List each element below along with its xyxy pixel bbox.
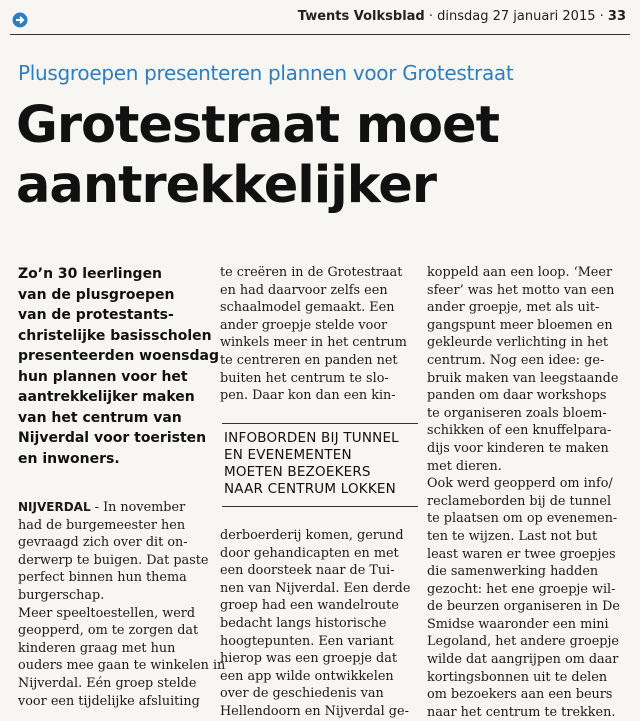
intro-line: van het centrum van (18, 409, 182, 426)
body-line: ten te wijzen. Last not but (427, 528, 598, 544)
body-line: dijs voor kinderen te maken (427, 440, 609, 456)
body-line: groep had een wandelroute (220, 598, 399, 614)
pull-quote (222, 423, 418, 507)
body-line: koppeld aan een loop. ‘Meer (427, 265, 613, 280)
pull-quote-line: EN EVENEMENTEN (224, 447, 352, 463)
body-line: te creëren in de Grotestraat (220, 265, 403, 280)
pull-quote-line: MOETEN BEZOEKERS (224, 464, 371, 480)
body-line: voor een tijdelijke afsluiting (18, 693, 200, 709)
body-line: om bezoekers aan een beurs (427, 687, 613, 703)
column-3 (427, 264, 627, 721)
body-line: nen van Nijverdal. Een derde (220, 580, 411, 596)
intro-line: presenteerden woensdag (18, 348, 219, 364)
body-line: bedacht langs historische (220, 615, 387, 631)
body-line: te plaatsen om op evenemen- (427, 511, 618, 527)
body-line: een doorsteek naar de Tui- (220, 563, 395, 579)
body-line (18, 499, 198, 517)
body-line: least waren er twee groepjes (427, 546, 616, 562)
body-line: panden om daar workshops (427, 388, 607, 404)
body-line: te organiseren zoals bloem- (427, 405, 607, 421)
body-line: hoogtepunten. Een variant (220, 633, 394, 649)
page-header (0, 0, 640, 34)
body-line: die samenwerking hadden (427, 564, 599, 580)
header-divider (10, 34, 630, 35)
body-line: gangspunt meer bloemen en (427, 317, 613, 333)
body-line: met dieren. (427, 458, 502, 474)
intro-line: van de plusgroepen (18, 286, 175, 303)
body-line: Hellendoorn en Nijverdal ge- (220, 703, 409, 719)
headline-line: Grotestraat moet (16, 96, 500, 155)
column-2-top (220, 264, 415, 405)
body-line: wilde dat aangrijpen om daar (427, 652, 619, 668)
body-line: een app wilde ontwikkelen (220, 668, 394, 684)
intro-line: christelijke basisscholen (18, 327, 212, 344)
body-line: schikken of een knuffelpara- (427, 423, 612, 439)
body-line: hierop was een groepje dat (220, 651, 398, 667)
body-line: door gehandicapten en met (220, 545, 399, 561)
body-line: naar het centrum te trekken. (427, 704, 616, 720)
headline (16, 96, 626, 216)
body-line: Nijverdal. Eén groep stelde (18, 675, 197, 691)
body-line: gekleurde verlichting in het (427, 335, 608, 351)
dateline: NIJVERDAL (18, 500, 91, 514)
body-line: geopperd, om te zorgen dat (18, 623, 199, 639)
body-line: ander groepje stelde voor (220, 317, 388, 333)
body-line: Legoland, het andere groepje (427, 634, 619, 650)
circle-arrow-right-icon (12, 12, 28, 28)
body-line: derboerderij komen, gerund (220, 528, 404, 543)
pull-quote-line: NAAR CENTRUM LOKKEN (224, 481, 396, 497)
newspaper-name: Twents Volksblad (297, 9, 425, 24)
body-line: winkels meer in het centrum (220, 335, 407, 351)
intro-line: en inwoners. (18, 450, 120, 467)
body-line: gezocht: het ene groepje wil- (427, 581, 616, 597)
intro-line: hun plannen voor het (18, 368, 188, 385)
intro-line: van de protestants- (18, 307, 174, 323)
body-line: kinderen graag met hun (18, 640, 176, 656)
body-line: ouders mee gaan te winkelen in (18, 658, 226, 674)
intro-line: Nijverdal voor toeristen (18, 430, 207, 446)
body-line: perfect binnen hun thema (18, 570, 187, 586)
headline-line: aantrekkelijker (16, 156, 437, 215)
body-line: schaalmodel gemaakt. Een (220, 300, 395, 316)
body-line: de beurzen organiseren in De (427, 599, 620, 615)
body-line: sfeer’ was het motto van een (427, 282, 615, 298)
body-line: te centreren en panden net (220, 352, 398, 368)
body-line: kortingsbonnen uit te delen (427, 669, 608, 685)
page-number: 33 (607, 9, 626, 24)
intro-line: Zo’n 30 leerlingen (18, 266, 163, 282)
body-line: ander groepje, met als uit- (427, 300, 600, 316)
body-line: bruik maken van leegstaande (427, 370, 619, 386)
publication-date: dinsdag 27 januari 2015 (437, 9, 596, 24)
body-line: centrum. Nog een idee: ge- (427, 352, 605, 368)
intro-line: aantrekkelijker maken (18, 389, 195, 405)
body-line: en had daarvoor zelfs een (220, 282, 388, 298)
body-text: - In november (94, 500, 186, 515)
body-line: gevraagd zich over dit on- (18, 535, 188, 551)
body-line: reclameborden bij de tunnel (427, 493, 612, 509)
header-line: Twents Volksblad · dinsdag 27 januari 2015 · 33 (297, 9, 626, 24)
body-line: Meer speeltoestellen, werd (18, 605, 196, 621)
body-line: Ook werd geopperd om info/ (427, 476, 613, 492)
body-line: derwerp te buigen. Dat paste (18, 552, 209, 568)
intro-paragraph (18, 264, 219, 469)
column-2-bottom (220, 527, 415, 721)
body-line: Smidse waaronder een mini (427, 616, 609, 632)
body-line: over de geschiedenis van (220, 686, 384, 702)
body-line: pen. Daar kon dan een kin- (220, 388, 396, 404)
kicker: Plusgroepen presenteren plannen voor Grotestraat (18, 61, 514, 85)
body-line: buiten het centrum te slo- (220, 370, 389, 386)
body-line: burgerschap. (18, 587, 105, 603)
pull-quote-line: INFOBORDEN BIJ TUNNEL (224, 430, 399, 446)
column-1 (18, 264, 226, 710)
body-line: had de burgemeester hen (18, 517, 186, 533)
